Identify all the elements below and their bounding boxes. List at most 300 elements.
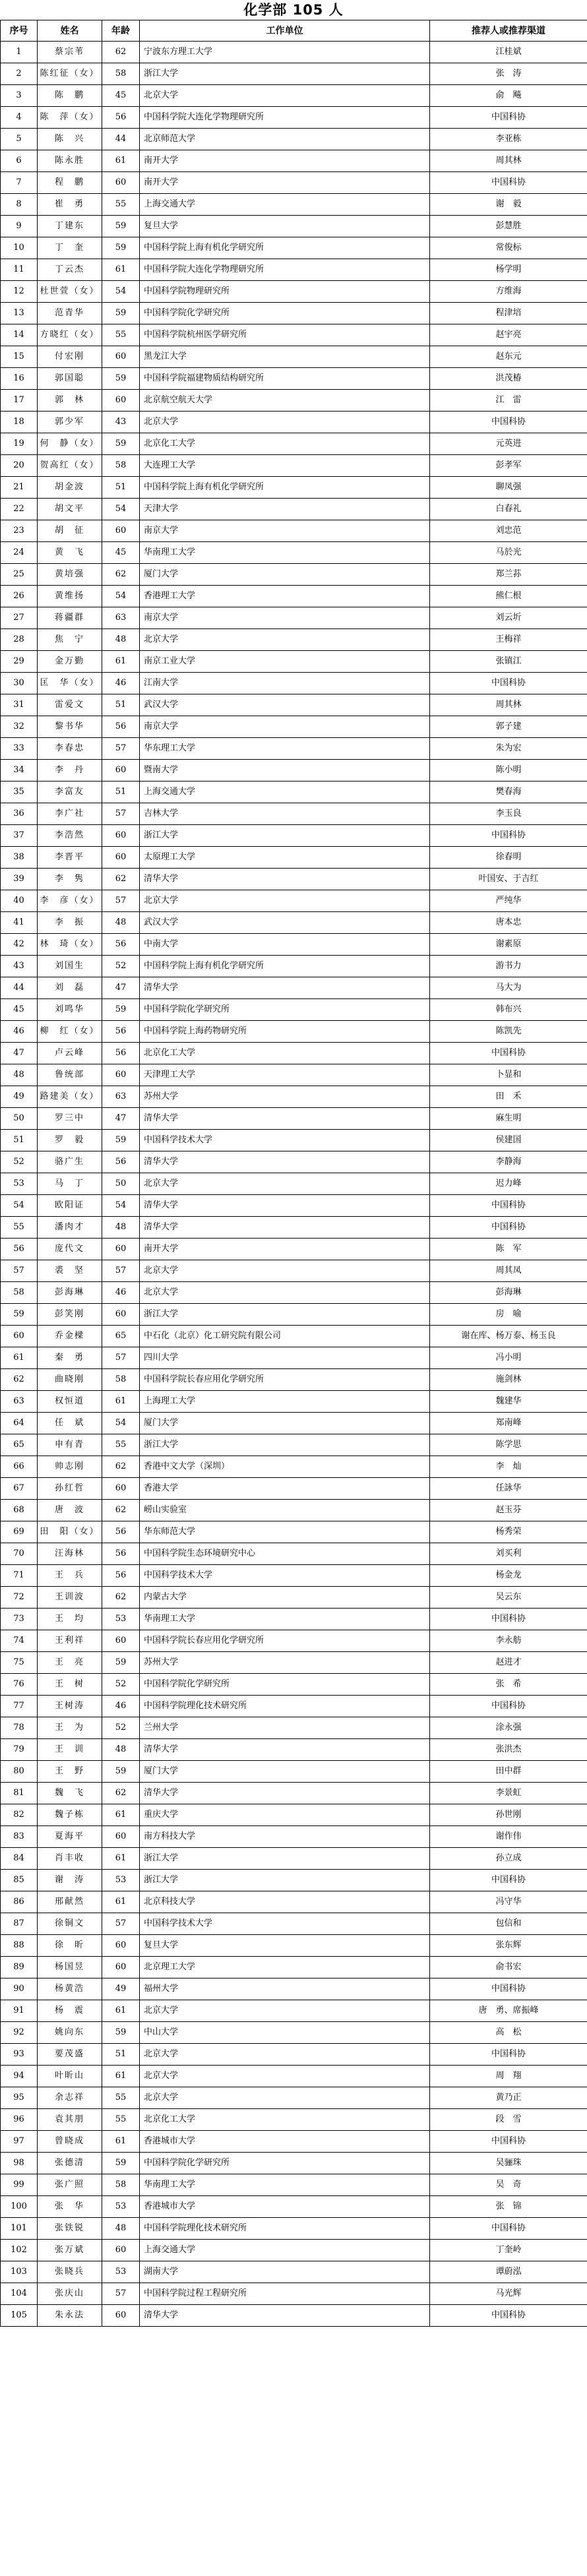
row-index: 95: [1, 2087, 38, 2109]
row-age: 48: [102, 1217, 140, 1239]
row-index: 97: [1, 2131, 38, 2153]
table-row: [1, 63, 587, 85]
row-name: 方晓红（女）: [38, 324, 102, 346]
table-row: [1, 1696, 587, 1717]
row-recommender: 房 喻: [430, 1304, 587, 1326]
row-recommender: 唐 勇、席振峰: [430, 2000, 587, 2022]
table-row: [1, 2109, 587, 2131]
row-name: 金万勤: [38, 651, 102, 673]
row-name: 胡金波: [38, 477, 102, 499]
row-affiliation: 上海交通大学: [140, 2240, 430, 2261]
row-name: 王树涛: [38, 1696, 102, 1717]
row-index: 60: [1, 1326, 38, 1347]
row-affiliation: 北京大学: [140, 1260, 430, 1282]
row-affiliation: 武汉大学: [140, 912, 430, 934]
row-index: 47: [1, 1043, 38, 1064]
row-index: 21: [1, 477, 38, 499]
row-recommender: 谢 毅: [430, 194, 587, 216]
table-row: [1, 2305, 587, 2327]
row-name: 唐 波: [38, 1500, 102, 1521]
table-row: [1, 2087, 587, 2109]
row-age: 60: [102, 760, 140, 782]
table-row: [1, 912, 587, 934]
row-index: 12: [1, 281, 38, 303]
row-name: 裘 坚: [38, 1260, 102, 1282]
row-affiliation: 北京大学: [140, 2066, 430, 2087]
row-affiliation: 上海理工大学: [140, 1391, 430, 1413]
row-age: 45: [102, 85, 140, 107]
row-recommender: 中国科协: [430, 1978, 587, 2000]
row-affiliation: 北京化工大学: [140, 433, 430, 455]
row-index: 38: [1, 847, 38, 869]
row-index: 5: [1, 129, 38, 150]
row-index: 78: [1, 1717, 38, 1739]
row-recommender: 陈凯先: [430, 1021, 587, 1043]
row-affiliation: 中国科学院过程工程研究所: [140, 2283, 430, 2305]
row-age: 54: [102, 1195, 140, 1217]
row-name: 张万斌: [38, 2240, 102, 2261]
row-name: 王 亮: [38, 1652, 102, 1674]
table-row: [1, 1891, 587, 1913]
row-recommender: 李 灿: [430, 1456, 587, 1478]
row-index: 25: [1, 564, 38, 586]
row-recommender: 中国科协: [430, 825, 587, 847]
row-name: 郭少军: [38, 412, 102, 433]
table-row: [1, 1195, 587, 1217]
row-affiliation: 中国科学院化学研究所: [140, 999, 430, 1021]
row-recommender: 张洪杰: [430, 1739, 587, 1761]
row-affiliation: 南京大学: [140, 607, 430, 629]
row-name: 任 斌: [38, 1413, 102, 1434]
row-affiliation: 中国科学技术大学: [140, 1565, 430, 1587]
row-affiliation: 中国科学院长春应用化学研究所: [140, 1369, 430, 1391]
row-age: 52: [102, 956, 140, 977]
row-age: 60: [102, 847, 140, 869]
row-recommender: 李静海: [430, 1151, 587, 1173]
row-name: 魏 飞: [38, 1783, 102, 1804]
row-recommender: 张镇江: [430, 651, 587, 673]
row-affiliation: 香港中文大学（深圳）: [140, 1456, 430, 1478]
row-name: 丁建东: [38, 216, 102, 237]
row-age: 51: [102, 694, 140, 716]
row-recommender: 郑南峰: [430, 1413, 587, 1434]
row-name: 张德清: [38, 2153, 102, 2174]
row-affiliation: 清华大学: [140, 1195, 430, 1217]
row-age: 56: [102, 1565, 140, 1587]
row-age: 55: [102, 324, 140, 346]
row-name: 潘肉才: [38, 1217, 102, 1239]
row-name: 李浩然: [38, 825, 102, 847]
row-recommender: 俞 飚: [430, 85, 587, 107]
row-affiliation: 中国科学院理化技术研究所: [140, 2218, 430, 2240]
row-index: 33: [1, 738, 38, 760]
row-affiliation: 黑龙江大学: [140, 346, 430, 368]
row-recommender: 叶国安、于吉红: [430, 869, 587, 890]
row-affiliation: 福州大学: [140, 1978, 430, 2000]
row-affiliation: 南京大学: [140, 520, 430, 542]
table-row: [1, 1630, 587, 1652]
row-affiliation: 兰州大学: [140, 1717, 430, 1739]
row-index: 91: [1, 2000, 38, 2022]
row-recommender: 孙立成: [430, 1848, 587, 1870]
table-row: [1, 129, 587, 150]
row-name: 罗 毅: [38, 1130, 102, 1151]
table-row: [1, 869, 587, 890]
row-index: 74: [1, 1630, 38, 1652]
row-index: 70: [1, 1543, 38, 1565]
table-row: [1, 2000, 587, 2022]
row-name: 王利祥: [38, 1630, 102, 1652]
row-index: 62: [1, 1369, 38, 1391]
row-age: 60: [102, 1304, 140, 1326]
row-index: 83: [1, 1826, 38, 1848]
row-recommender: 俞书宏: [430, 1957, 587, 1978]
row-name: 张 华: [38, 2196, 102, 2218]
table-row: [1, 1260, 587, 1282]
table-row: [1, 1870, 587, 1891]
row-recommender: 元英进: [430, 433, 587, 455]
table-row: [1, 977, 587, 999]
row-age: 62: [102, 1456, 140, 1478]
row-recommender: 中国科协: [430, 673, 587, 694]
row-index: 32: [1, 716, 38, 738]
row-recommender: 李永舫: [430, 1630, 587, 1652]
table-row: [1, 760, 587, 782]
row-index: 44: [1, 977, 38, 999]
row-affiliation: 南开大学: [140, 1239, 430, 1260]
row-recommender: 樊春海: [430, 782, 587, 803]
table-row: [1, 694, 587, 716]
row-name: 李晋平: [38, 847, 102, 869]
row-index: 50: [1, 1108, 38, 1130]
table-row: [1, 1521, 587, 1543]
row-age: 49: [102, 1978, 140, 2000]
row-recommender: 田中群: [430, 1761, 587, 1783]
row-name: 夏海平: [38, 1826, 102, 1848]
row-index: 36: [1, 803, 38, 825]
row-name: 刘鸣华: [38, 999, 102, 1021]
row-affiliation: 湖南大学: [140, 2261, 430, 2283]
row-age: 60: [102, 2240, 140, 2261]
row-recommender: 陈 军: [430, 1239, 587, 1260]
header-recommender: 推荐人或推荐渠道: [430, 20, 587, 42]
table-row: [1, 2240, 587, 2261]
table-row: [1, 1108, 587, 1130]
row-age: 51: [102, 477, 140, 499]
table-row: [1, 629, 587, 651]
table-row: [1, 825, 587, 847]
row-index: 20: [1, 455, 38, 477]
table-row: [1, 1130, 587, 1151]
row-index: 84: [1, 1848, 38, 1870]
row-name: 要茂盛: [38, 2044, 102, 2066]
row-recommender: 孙世刚: [430, 1804, 587, 1826]
table-row: [1, 2131, 587, 2153]
row-affiliation: 中国科学院上海有机化学研究所: [140, 237, 430, 259]
row-affiliation: 中国科学院长春应用化学研究所: [140, 1630, 430, 1652]
row-index: 22: [1, 499, 38, 520]
row-recommender: 张 涛: [430, 63, 587, 85]
row-name: 柳 红（女）: [38, 1021, 102, 1043]
row-age: 62: [102, 1783, 140, 1804]
row-name: 魏子栋: [38, 1804, 102, 1826]
header-row: [1, 20, 587, 42]
row-age: 44: [102, 129, 140, 150]
row-recommender: 张 希: [430, 1674, 587, 1696]
row-index: 67: [1, 1478, 38, 1500]
table-row: [1, 1064, 587, 1086]
row-recommender: 常俊标: [430, 237, 587, 259]
table-row: [1, 1391, 587, 1413]
table-header: [1, 20, 587, 42]
row-name: 徐 昕: [38, 1935, 102, 1957]
row-age: 61: [102, 1804, 140, 1826]
row-index: 86: [1, 1891, 38, 1913]
row-name: 黄维扬: [38, 586, 102, 607]
table-row: [1, 1848, 587, 1870]
table-row: [1, 1478, 587, 1500]
row-affiliation: 大连理工大学: [140, 455, 430, 477]
table-row: [1, 1717, 587, 1739]
row-recommender: 高 松: [430, 2022, 587, 2044]
row-affiliation: 南京大学: [140, 716, 430, 738]
row-index: 39: [1, 869, 38, 890]
row-index: 45: [1, 999, 38, 1021]
row-index: 69: [1, 1521, 38, 1543]
row-index: 64: [1, 1413, 38, 1434]
row-recommender: 魏建华: [430, 1391, 587, 1413]
row-index: 11: [1, 259, 38, 281]
row-index: 17: [1, 390, 38, 412]
table-row: [1, 1304, 587, 1326]
row-index: 3: [1, 85, 38, 107]
row-age: 57: [102, 2283, 140, 2305]
row-index: 23: [1, 520, 38, 542]
table-row: [1, 1609, 587, 1630]
row-age: 59: [102, 1652, 140, 1674]
row-affiliation: 中石化（北京）化工研究院有限公司: [140, 1326, 430, 1347]
table-row: [1, 259, 587, 281]
row-index: 19: [1, 433, 38, 455]
row-affiliation: 清华大学: [140, 869, 430, 890]
row-name: 李广社: [38, 803, 102, 825]
row-affiliation: 厦门大学: [140, 1761, 430, 1783]
table-row: [1, 1282, 587, 1304]
row-index: 10: [1, 237, 38, 259]
row-recommender: 唐本忠: [430, 912, 587, 934]
row-age: 61: [102, 651, 140, 673]
row-index: 81: [1, 1783, 38, 1804]
table-row: [1, 1326, 587, 1347]
row-age: 55: [102, 1434, 140, 1456]
header-index: 序号: [1, 20, 38, 42]
table-row: [1, 1935, 587, 1957]
row-affiliation: 复旦大学: [140, 1935, 430, 1957]
row-affiliation: 中山大学: [140, 2022, 430, 2044]
row-name: 雷爱文: [38, 694, 102, 716]
row-age: 61: [102, 2131, 140, 2153]
row-name: 彭海琳: [38, 1282, 102, 1304]
row-affiliation: 厦门大学: [140, 564, 430, 586]
row-index: 55: [1, 1217, 38, 1239]
row-index: 56: [1, 1239, 38, 1260]
page-title: 化学部 105 人: [243, 2, 344, 18]
row-age: 58: [102, 2174, 140, 2196]
table-row: [1, 107, 587, 129]
table-row: [1, 934, 587, 956]
table-row: [1, 1913, 587, 1935]
row-name: 王 训: [38, 1739, 102, 1761]
row-affiliation: 内蒙古大学: [140, 1587, 430, 1609]
row-age: 59: [102, 2022, 140, 2044]
row-age: 53: [102, 2261, 140, 2283]
table-row: [1, 1347, 587, 1369]
row-affiliation: 天津大学: [140, 499, 430, 520]
row-recommender: 彭海琳: [430, 1282, 587, 1304]
row-age: 61: [102, 150, 140, 172]
table-row: [1, 150, 587, 172]
row-age: 53: [102, 1609, 140, 1630]
row-age: 53: [102, 1870, 140, 1891]
row-recommender: 张东辉: [430, 1935, 587, 1957]
row-age: 56: [102, 1543, 140, 1565]
row-index: 89: [1, 1957, 38, 1978]
table-row: [1, 1456, 587, 1478]
row-affiliation: 清华大学: [140, 1783, 430, 1804]
row-name: 李 丹: [38, 760, 102, 782]
row-age: 61: [102, 1848, 140, 1870]
row-index: 105: [1, 2305, 38, 2327]
row-age: 61: [102, 1391, 140, 1413]
row-age: 60: [102, 1630, 140, 1652]
row-name: 陈红征（女）: [38, 63, 102, 85]
row-age: 59: [102, 216, 140, 237]
row-affiliation: 中国科学院上海有机化学研究所: [140, 956, 430, 977]
row-affiliation: 清华大学: [140, 1217, 430, 1239]
row-index: 54: [1, 1195, 38, 1217]
row-name: 黄培强: [38, 564, 102, 586]
row-name: 孙红哲: [38, 1478, 102, 1500]
row-name: 卢云峰: [38, 1043, 102, 1064]
row-recommender: 丁奎岭: [430, 2240, 587, 2261]
row-age: 56: [102, 1021, 140, 1043]
member-table: [0, 20, 587, 2327]
row-age: 52: [102, 1674, 140, 1696]
row-affiliation: 浙江大学: [140, 1870, 430, 1891]
row-affiliation: 南开大学: [140, 172, 430, 194]
table-row: [1, 1239, 587, 1260]
row-index: 41: [1, 912, 38, 934]
row-name: 叶昕山: [38, 2066, 102, 2087]
row-name: 李 振: [38, 912, 102, 934]
row-age: 54: [102, 499, 140, 520]
row-index: 35: [1, 782, 38, 803]
row-name: 朱永法: [38, 2305, 102, 2327]
row-recommender: 刘忠范: [430, 520, 587, 542]
row-recommender: 马大为: [430, 977, 587, 999]
table-row: [1, 1739, 587, 1761]
row-recommender: 杨学明: [430, 259, 587, 281]
row-name: 刘国生: [38, 956, 102, 977]
table-row: [1, 237, 587, 259]
row-recommender: 方维海: [430, 281, 587, 303]
row-name: 田 阳（女）: [38, 1521, 102, 1543]
row-name: 李 彦（女）: [38, 890, 102, 912]
row-name: 权恒道: [38, 1391, 102, 1413]
row-affiliation: 北京大学: [140, 2087, 430, 2109]
row-recommender: 中国科协: [430, 1195, 587, 1217]
table-row: [1, 172, 587, 194]
row-index: 49: [1, 1086, 38, 1108]
row-age: 59: [102, 1130, 140, 1151]
row-affiliation: 上海交通大学: [140, 194, 430, 216]
table-row: [1, 1804, 587, 1826]
row-name: 杨 震: [38, 2000, 102, 2022]
table-row: [1, 520, 587, 542]
row-index: 88: [1, 1935, 38, 1957]
row-index: 4: [1, 107, 38, 129]
row-name: 丁云杰: [38, 259, 102, 281]
row-recommender: 中国科协: [430, 1217, 587, 1239]
header-name: 姓名: [38, 20, 102, 42]
row-recommender: 陈小明: [430, 760, 587, 782]
row-name: 王 均: [38, 1609, 102, 1630]
row-index: 65: [1, 1434, 38, 1456]
row-recommender: 卜显和: [430, 1064, 587, 1086]
row-age: 63: [102, 607, 140, 629]
row-name: 罗三中: [38, 1108, 102, 1130]
table-row: [1, 42, 587, 63]
row-age: 60: [102, 1826, 140, 1848]
row-affiliation: 清华大学: [140, 2305, 430, 2327]
table-row: [1, 586, 587, 607]
row-affiliation: 华南理工大学: [140, 542, 430, 564]
row-index: 31: [1, 694, 38, 716]
row-recommender: 侯建国: [430, 1130, 587, 1151]
header-affiliation: 工作单位: [140, 20, 430, 42]
row-name: 申有青: [38, 1434, 102, 1456]
table-row: [1, 2044, 587, 2066]
table-row: [1, 1043, 587, 1064]
row-affiliation: 中国科学院化学研究所: [140, 303, 430, 324]
row-index: 73: [1, 1609, 38, 1630]
row-age: 57: [102, 890, 140, 912]
row-age: 45: [102, 542, 140, 564]
row-age: 58: [102, 63, 140, 85]
table-row: [1, 1543, 587, 1565]
table-row: [1, 2218, 587, 2240]
row-index: 14: [1, 324, 38, 346]
row-age: 59: [102, 237, 140, 259]
row-age: 57: [102, 803, 140, 825]
row-recommender: 吴骊珠: [430, 2153, 587, 2174]
row-affiliation: 北京大学: [140, 412, 430, 433]
row-age: 60: [102, 1478, 140, 1500]
row-recommender: 中国科协: [430, 107, 587, 129]
row-recommender: 中国科协: [430, 2131, 587, 2153]
row-affiliation: 北京科技大学: [140, 1891, 430, 1913]
row-name: 蒋疆群: [38, 607, 102, 629]
row-name: 匡 华（女）: [38, 673, 102, 694]
row-affiliation: 清华大学: [140, 1739, 430, 1761]
row-name: 马 丁: [38, 1173, 102, 1195]
row-recommender: 冯小明: [430, 1347, 587, 1369]
row-recommender: 谢素原: [430, 934, 587, 956]
row-recommender: 任詠华: [430, 1478, 587, 1500]
row-name: 陈永胜: [38, 150, 102, 172]
row-name: 杨国昱: [38, 1957, 102, 1978]
table-row: [1, 455, 587, 477]
